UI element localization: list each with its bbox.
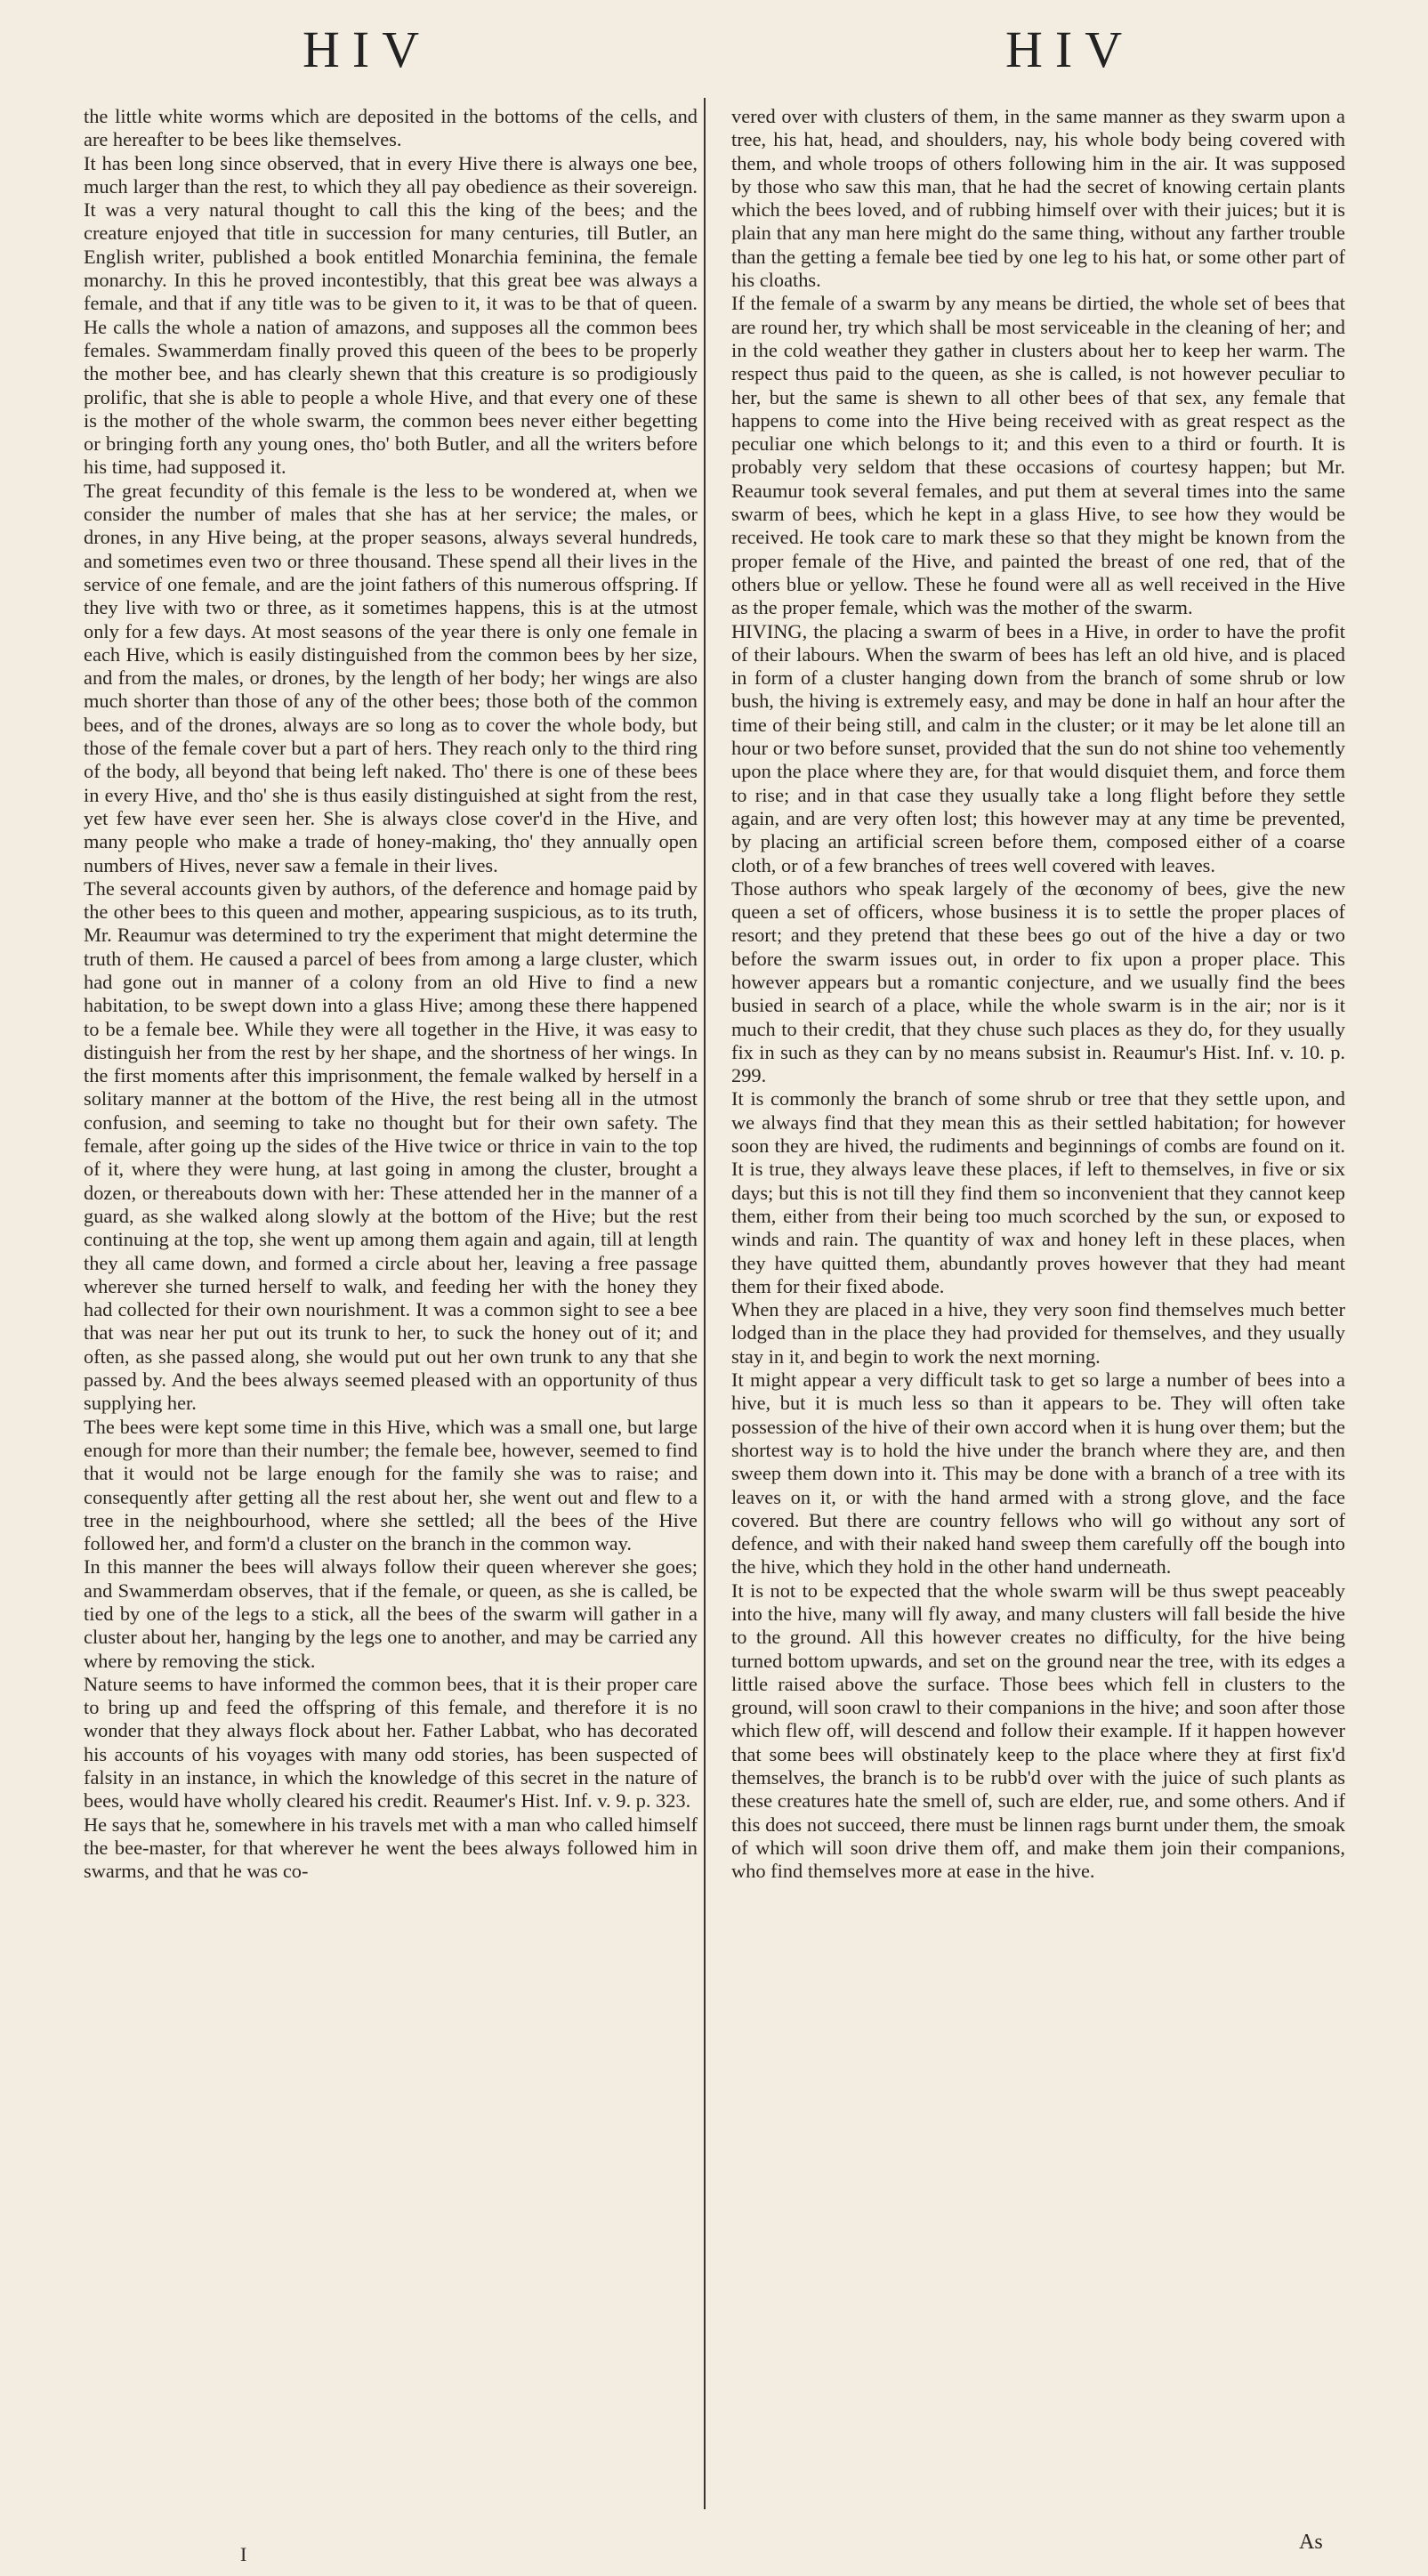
paragraph: HIVING, the placing a swarm of bees in a Hive, in order to have the profit of their labours. When the swarm of bees has left an old hive, and is placed in form of a cluster hanging down from the branch of some shrub or low bush, the hiving is extremely easy, and may be done in half an hour after the time of their being still, and calm in the cluster; or it may be let alone till an hour or two before sunset, provided that the sun do not shine too vehemently upon the place where they are, for that would disquiet them, and force them to rise; and in that case they usually take a long flight before they settle again, and are very often lost; this however may at any time be prevented, by placing an artificial screen before them, composed either of a coarse cloth, or of a few branches of trees well covered with leaves. bbox=[731, 619, 1345, 876]
paragraph: It is not to be expected that the whole swarm will be thus swept peaceably into the hive, many will fly away, and many clusters will fall beside the hive to the ground. All this however creates no difficulty, for the hive being turned bottom upwards, and set on the ground near the tree, with its edges a little raised above the surface. Those bees which fell in clusters to the ground, will soon crawl to their companions in the hive; and soon after those which flew off, will descend and follow their example. If it happen however that some bees will obstinately keep to the place where they at first fix'd themselves, the branch is to be rubb'd over with the juice of such plants as these creatures hate the smell of, such are elder, rue, and some others. And if this does not succeed, there must be linnen rags burnt under them, the smoak of which will soon drive them off, and make them join their companions, who find themselves more at ease in the hive. bbox=[731, 1579, 1345, 1883]
paragraph: Those authors who speak largely of the œconomy of bees, give the new queen a set of officers, whose business it is to settle the proper places of resort; and they pretend that these bees go out of the hive a day or two before the swarm issues out, in order to fix upon a proper place. This however appears but a romantic conjecture, and we usually find the bees busied in search of a place, while the whole swarm is in the air; nor is it much to their credit, that they chuse such places as they do, for they usually fix in such as they can by no means subsist in. Reaumur's Hist. Inf. v. 10. p. 299. bbox=[731, 876, 1345, 1087]
paragraph: The great fecundity of this female is the less to be wondered at, when we consider the number of males that she has at her service; the males, or drones, in any Hive being, at the proper seasons, always several hundreds, and sometimes even two or three thousand. These spend all their lives in the service of one female, and are the joint fathers of this numerous offspring. If they live with two or three, as it sometimes happens, this is at the utmost only for a few days. At most seasons of the year there is only one female in each Hive, which is easily distinguished from the common bees by her size, and from the males, or drones, by the length of her body; her wings are also much shorter than those of any of the other bees; those both of the common bees, and of the drones, always are so long as to cover the whole body, but those of the female cover but a part of hers. They reach only to the third ring of the body, all beyond that being left naked. Tho' there is one of these bees in every Hive, and tho' she is thus easily distinguished at sight from the rest, yet few have ever seen her. She is always close cover'd in the Hive, and many people who make a trade of honey-making, tho' they annually open numbers of Hives, never saw a female in their lives. bbox=[84, 479, 698, 876]
paragraph: It is commonly the branch of some shrub or tree that they settle upon, and we always find that they mean this as their settled habitation; for however soon they are hived, the rudiments and beginnings of combs are found on it. It is true, they always leave these places, if left to themselves, in five or six days; but this is not till they find them so inconvenient that they cannot keep them, either from their being too much scorched by the sun, or exposed to winds and rain. The quantity of wax and honey left in these places, when they have quitted them, abundantly proves however that they had meant them for their fixed abode. bbox=[731, 1087, 1345, 1297]
paragraph: It might appear a very difficult task to get so large a number of bees into a hive, but it is much less so than it appears to be. They will often take possession of the hive of their own accord when it is hung over them; but the shortest way is to hold the hive under the branch where they are, and then sweep them down into it. This may be done with a branch of a tree with its leaves on it, or with the hand armed with a strong glove, and the face covered. But there are country fellows who will go without any sort of defence, and with their naked hand sweep them carefully off the bough into the hive, which they hold in the other hand underneath. bbox=[731, 1369, 1345, 1579]
paragraph: When they are placed in a hive, they very soon find themselves much better lodged than in the place they had provided for themselves, and they usually stay in it, and begin to work the next morning. bbox=[731, 1298, 1345, 1368]
paragraph: the little white worms which are deposited in the bottoms of the cells, and are hereafter to be bees like themselves. bbox=[84, 105, 698, 151]
paragraph: He says that he, somewhere in his travels met with a man who called himself the bee-master, for that wherever he went the bees always followed him in swarms, and that he was co- bbox=[84, 1813, 698, 1883]
paragraph: The bees were kept some time in this Hive, which was a small one, but large enough for more than their number; the female bee, however, seemed to find that it would not be large enough for the family she was to raise; and consequently after getting all the rest about her, she went out and flew to a tree in the neighbourhood, where she settled; all the bees of the Hive followed her, and form'd a cluster on the branch in the common way. bbox=[84, 1415, 698, 1555]
paragraph: Nature seems to have informed the common bees, that it is their proper care to bring up and feed the offspring of this female, and therefore it is no wonder that they always flock about her. Father Labbat, who has decorated his accounts of his voyages with many odd stories, has been suspected of falsity in an instance, in which the knowledge of this secret in the nature of bees, would have wholly cleared his credit. Reaumer's Hist. Inf. v. 9. p. 323. bbox=[84, 1672, 698, 1813]
signature-mark: I bbox=[240, 2543, 247, 2565]
header-left-title: HIV bbox=[303, 20, 432, 78]
paragraph: If the female of a swarm by any means be dirtied, the whole set of bees that are round her, try which shall be most serviceable in the cleaning of her; and in the cold weather they gather in clusters about her to keep her warm. The respect thus paid to the queen, as she is called, is not however peculiar to her, but the same is shewn to all other bees of that sex, any female that happens to come into the Hive being received with as great respect as the peculiar one which belongs to it; and this even to a third or fourth. It is probably very seldom that these occasions of courtesy happen; but Mr. Reaumur took several females, and put them at several times into the same swarm of bees, which he kept in a glass Hive, to see how they would be received. He took care to mark these so that they might be known from the proper female of the Hive, and painted the breast of one red, that of the others blue or yellow. These he found were all as well received in the Hive as the proper female, which was the mother of the swarm. bbox=[731, 292, 1345, 619]
running-header bbox=[0, 20, 1428, 91]
left-column bbox=[84, 105, 698, 1884]
paragraph: In this manner the bees will always follow their queen wherever she goes; and Swammerdam observes, that if the female, or queen, as she is called, be tied by one of the legs to a stick, all the bees of the swarm will gather in a cluster about her, hanging by the legs one to another, and may be carried any where by removing the stick. bbox=[84, 1555, 698, 1672]
paragraph: vered over with clusters of them, in the same manner as they swarm upon a tree, his hat, head, and shoulders, nay, his whole body being covered with them, and whole troops of others following him in the air. It was supposed by those who saw this man, that he had the secret of knowing certain plants which the bees loved, and of rubbing himself over with their juices; but it is plain that any man here might do the same thing, without any farther trouble than the getting a female bee tied by one leg to his hat, or some other part of his cloaths. bbox=[731, 105, 1345, 292]
catchword: As bbox=[1299, 2531, 1323, 2554]
column-divider bbox=[704, 98, 706, 2509]
paragraph: It has been long since observed, that in every Hive there is always one bee, much larger than the rest, to which they all pay obedience as their sovereign. It was a very natural thought to call this the king of the bees; and the creature enjoyed that title in succession for many centuries, till Butler, an English writer, published a book entitled Monarchia feminina, the female monarchy. In this he proved incontestibly, that this great bee was always a female, and that if any title was to be given to it, it was to be that of queen. He calls the whole a nation of amazons, and supposes all the common bees females. Swammerdam finally proved this queen of the bees to be properly the mother bee, and has clearly shewn that this creature is so prodigiously prolific, that she is able to people a whole Hive, and that every one of these is the mother of the whole swarm, the common bees never either begetting or bringing forth any young ones, tho' both Butler, and all the writers before his time, had supposed it. bbox=[84, 151, 698, 479]
paragraph: The several accounts given by authors, of the deference and homage paid by the other bees to this queen and mother, appearing suspicious, as to its truth, Mr. Reaumur was determined to try the experiment that might determine the truth of them. He caused a parcel of bees from among a large cluster, which had gone out in manner of a colony from an old Hive to find a new habitation, to be swept down into a glass Hive; among these there happened to be a female bee. While they were all together in the Hive, it was easy to distinguish her from the rest by her shape, and the shortness of her wings. In the first moments after this imprisonment, the female walked by herself in a solitary manner at the bottom of the Hive, the rest being all in the utmost confusion, and seeming to take no thought but for their own safety. The female, after going up the sides of the Hive twice or thrice in vain to the top of it, where they were hung, at last going in among the cluster, brought a dozen, or thereabouts down with her: These attended her in the manner of a guard, as she walked along slowly at the bottom of the Hive; but the rest continuing at the top, she went up among them again and again, till at length they all came down, and formed a circle about her, leaving a free passage wherever she turned herself to walk, and feeding her with the honey they had collected for their own nourishment. It was a common sight to see a bee that was near her put out its trunk to her, to suck the honey out of it; and often, as she passed along, she would put out her own trunk to any that she passed by. And the bees always seemed pleased with an opportunity of thus supplying her. bbox=[84, 876, 698, 1415]
right-column bbox=[731, 105, 1345, 1884]
header-right-title: HIV bbox=[1005, 20, 1135, 78]
